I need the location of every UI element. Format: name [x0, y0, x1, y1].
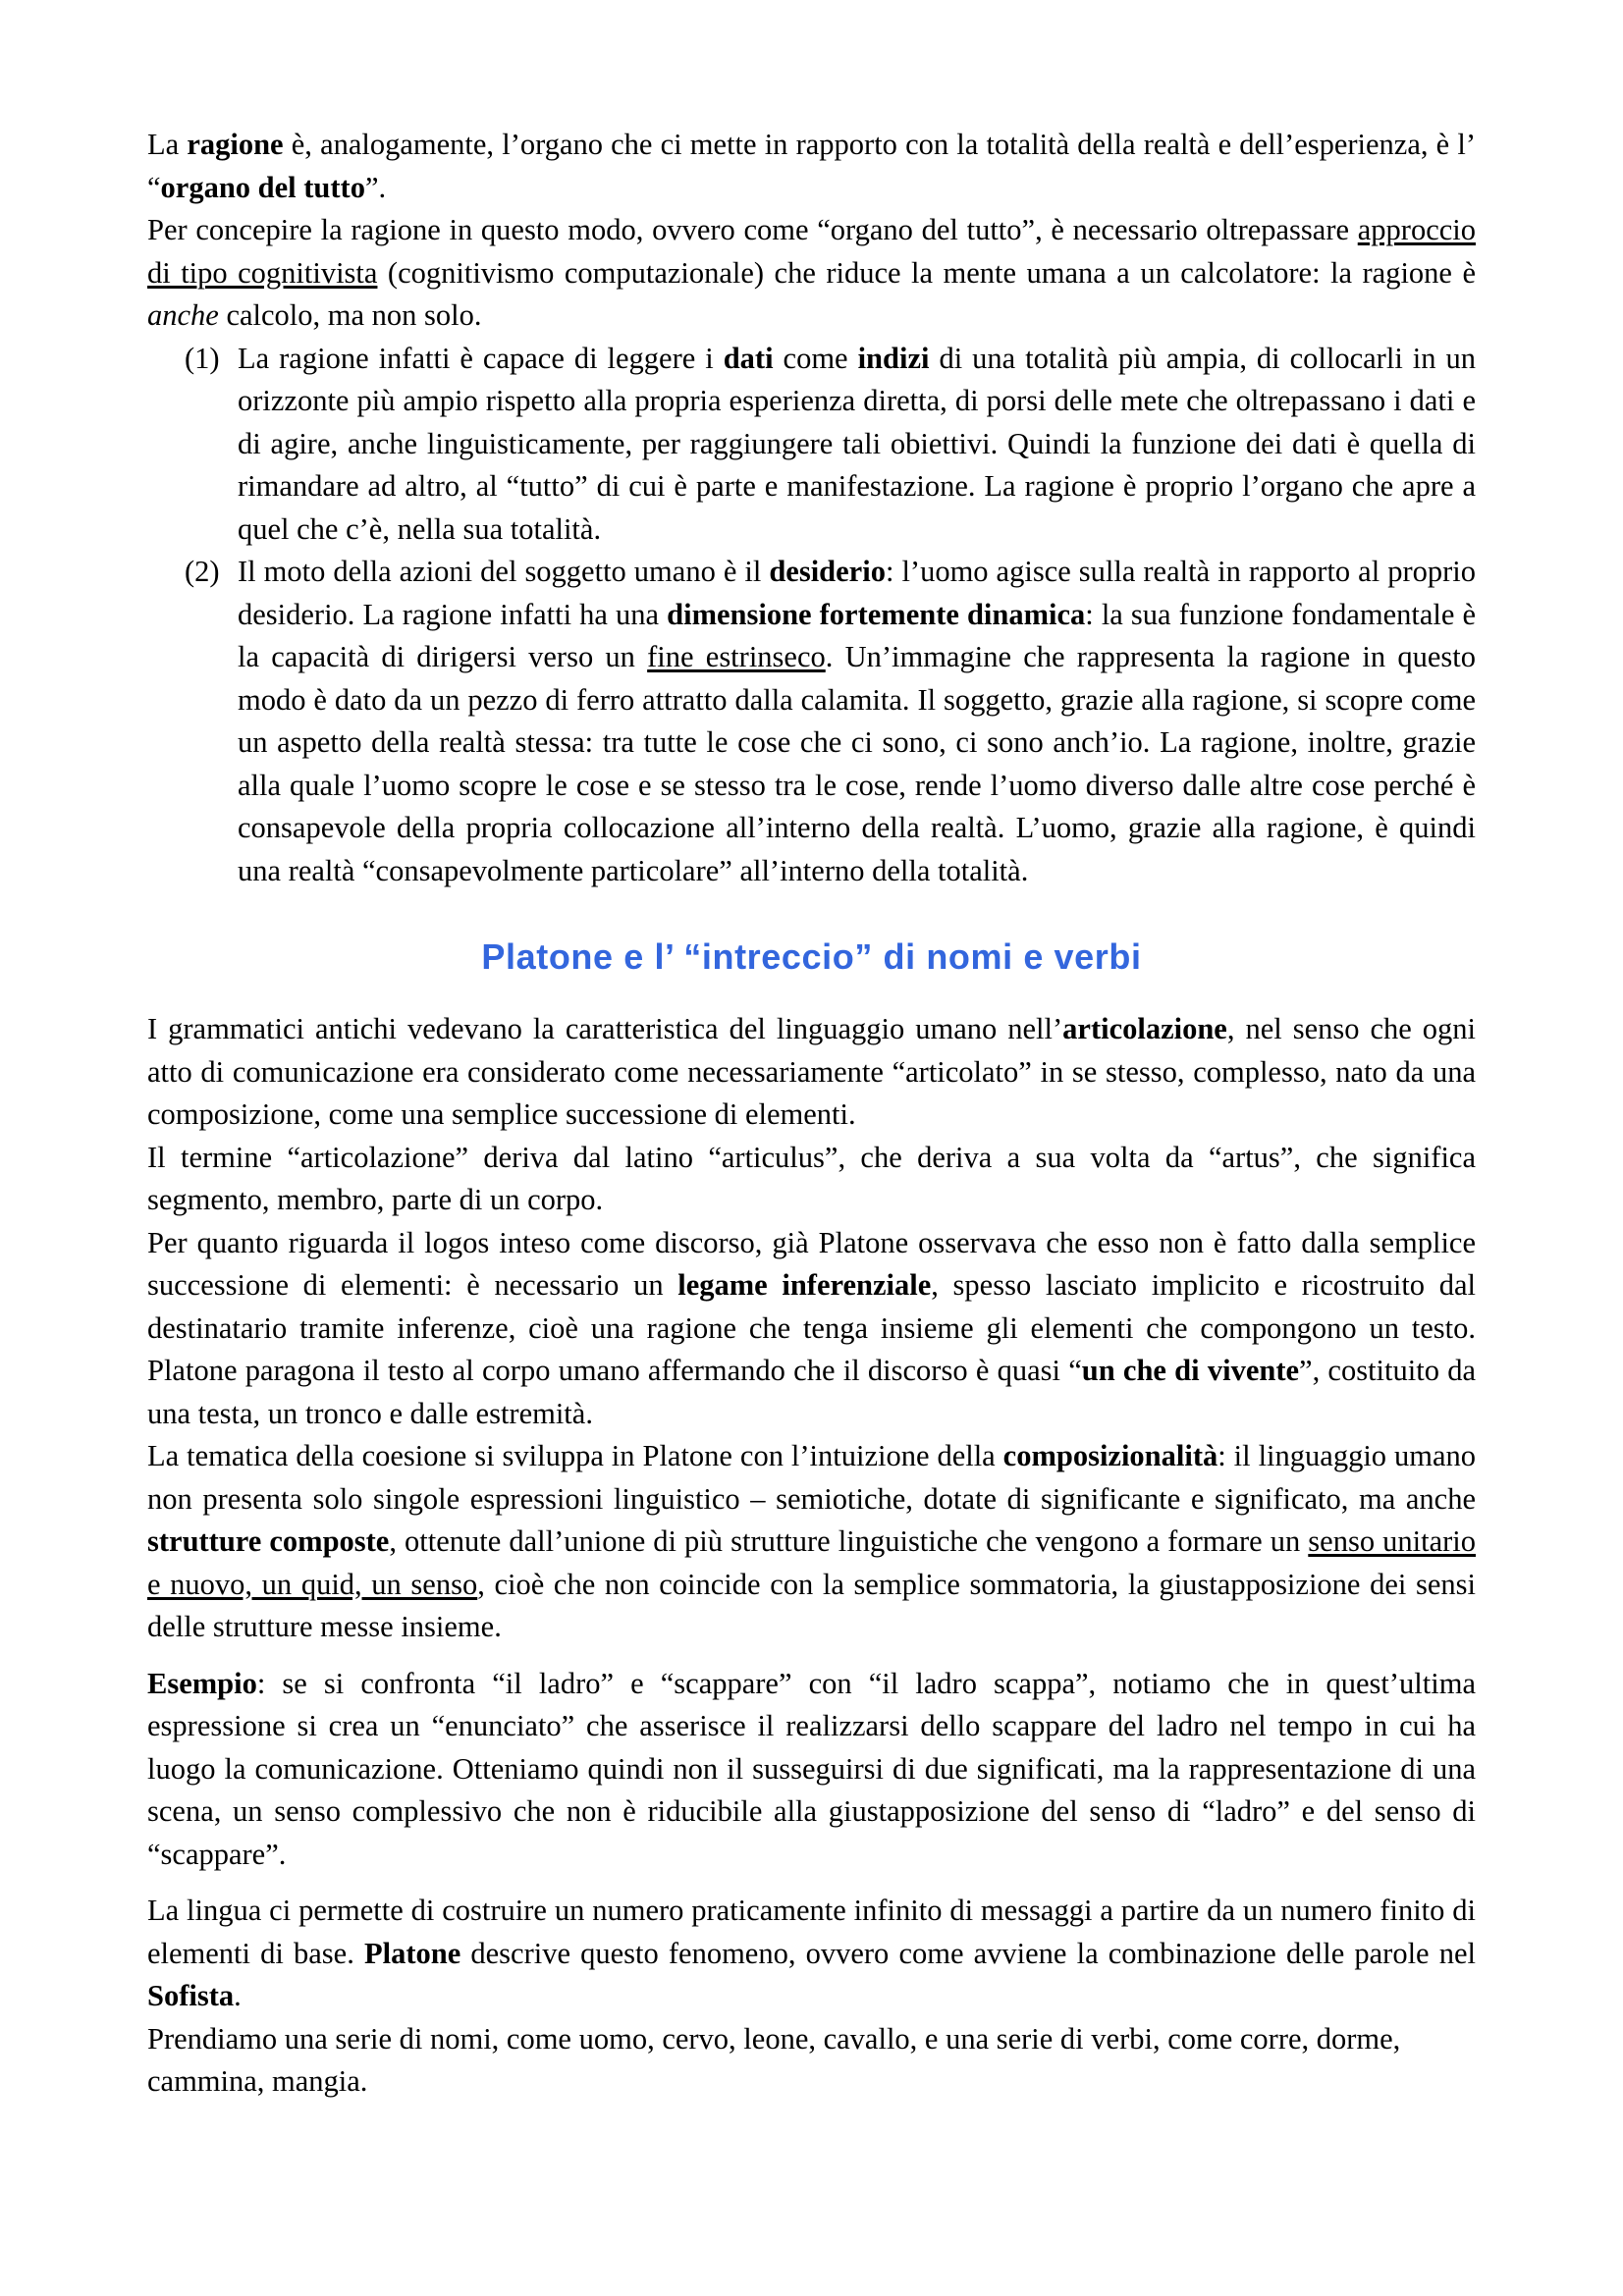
bold-dimensione-dinamica: dimensione fortemente dinamica [667, 597, 1086, 631]
bold-desiderio: desiderio [769, 555, 886, 588]
numbered-list [147, 338, 1476, 893]
bold-articolazione: articolazione [1062, 1012, 1227, 1045]
text-fragment: La ragione infatti è capace di leggere i [238, 341, 724, 375]
paragraph-esempio [147, 1663, 1476, 1877]
paragraph-termine-articolazione [147, 1137, 1476, 1222]
page-content [147, 124, 1476, 2104]
bold-platone: Platone [363, 1936, 461, 1970]
paragraph-lingua-messaggi [147, 1890, 1476, 2018]
spacer [147, 892, 1476, 935]
text-fragment: calcolo, ma non solo. [218, 298, 482, 332]
text-fragment: . Un’immagine che rappresenta la ragione in questo modo è dato da un pezzo di ferro attratto dalla calamita. Il soggetto, grazie alla ragione, si scopre come un aspetto della realtà stessa: tra tutte le cose che ci sono, ci sono anch’io. La ragione, inoltre, grazie alla quale l’uomo scopre le cose e se stesso tra le cose, rende l’uomo diverso dalle altre cose perché è consapevole della propria collocazione all’interno della realtà. L’uomo, grazie alla ragione, è quindi una realtà “consapevolmente particolare” all’interno della totalità. [238, 640, 1476, 887]
bold-indizi: indizi [857, 341, 930, 375]
paragraph-logos-discorso [147, 1222, 1476, 1436]
list-item [147, 551, 1476, 892]
list-item [147, 338, 1476, 552]
text-fragment: ”, costituito da una testa, un tronco e dalle estremità. [147, 1354, 1476, 1430]
spacer [147, 1876, 1476, 1890]
text-fragment: : la sua funzione fondamentale è la capacità di dirigersi verso un [238, 597, 1476, 673]
text-fragment: La [147, 128, 188, 161]
spacer [147, 1649, 1476, 1663]
text-fragment: , ottenute dall’unione di più strutture linguistiche che vengono a formare un [389, 1524, 1309, 1558]
underline-senso-unitario: senso unitario e nuovo, un quid, un senso [147, 1524, 1476, 1601]
bold-ragione: ragione [187, 128, 284, 161]
text-fragment: Il termine “articolazione” deriva dal latino “articulus”, che deriva a sua volta da “artus”, che significa segmento, membro, parte di un corpo. [147, 1140, 1476, 1216]
bold-dati: dati [723, 341, 774, 375]
text-fragment: : se si confronta “il ladro” e “scappare” con “il ladro scappa”, notiamo che in quest’ultima espressione si crea un “enunciato” che asserisce il realizzarsi dello scappare del ladro nel tempo in cui ha luogo la comunicazione. Otteniamo quindi non il susseguirsi di due significati, ma la rappresentazione di una scena, un senso complessivo che non è riducibile alla giustapposizione del senso di “ladro” e del senso di “scappare”. [147, 1666, 1476, 1871]
bold-composizionalita: composizionalità [1002, 1439, 1218, 1472]
spacer [147, 979, 1476, 1008]
text-fragment: Per quanto riguarda il logos inteso come discorso, già Platone osservava che esso non è fatto dalla semplice successione di elementi: è necessario un [147, 1225, 1476, 1302]
text-fragment: ”. [364, 170, 387, 204]
text-fragment: di una totalità più ampia, di collocarli in un orizzonte più ampio rispetto alla propria esperienza diretta, di porsi delle mete che oltrepassano i dati e di agire, anche linguisticamente, per raggiungere tali obiettivi. Quindi la funzione dei dati è quella di rimandare ad altro, al “tutto” di cui è parte e manifestazione. La ragione è proprio l’organo che apre a quel che c’è, nella sua totalità. [238, 341, 1476, 546]
bold-strutture-composte: strutture composte [147, 1524, 390, 1558]
text-fragment: I grammatici antichi vedevano la caratteristica del linguaggio umano nell’ [147, 1012, 1063, 1045]
text-fragment: La lingua ci permette di costruire un numero praticamente infinito di messaggi a partire da un numero finito di elementi di base. [147, 1894, 1476, 1970]
paragraph-ragione [147, 124, 1476, 209]
text-fragment: : l’uomo agisce sulla realtà in rapporto al proprio desiderio. La ragione infatti ha una [238, 555, 1476, 631]
bold-un-che-di-vivente: un che di vivente [1081, 1354, 1300, 1387]
text-fragment: , spesso lasciato implicito e ricostruito dal destinatario tramite inferenze, cioè una ragione che tenga insieme gli elementi che compongono un testo. Platone paragona il testo al corpo umano affermando che il discorso è quasi “ [147, 1268, 1476, 1387]
page-title: Platone e l’ “intreccio” di nomi e verbi [481, 936, 1142, 977]
text-fragment: Per concepire la ragione in questo modo, ovvero come “organo del tutto”, è necessario oltrepassare [147, 213, 1358, 246]
underline-fine-estrinseco: fine estrinseco [647, 640, 826, 673]
paragraph-serie-nomi-verbi [147, 2018, 1476, 2104]
text-fragment: , nel senso che ogni atto di comunicazione era considerato come necessariamente “articolato” in se stesso, complesso, nato da una composizione, come una semplice successione di elementi. [147, 1012, 1476, 1131]
list-item-marker: (2) [185, 555, 220, 588]
bold-esempio-label: Esempio [147, 1666, 257, 1700]
underline-approccio-cognitivista: approccio di tipo cognitivista [147, 213, 1476, 290]
text-fragment: Prendiamo una serie di nomi, come uomo, cervo, leone, cavallo, e una serie di verbi, come corre, dorme, cammina, mangia. [147, 2021, 1401, 2098]
bold-organo-del-tutto: organo del tutto [160, 170, 365, 204]
text-fragment: (cognitivismo computazionale) che riduce la mente umana a un calcolatore: la ragione è [377, 255, 1476, 290]
text-fragment: Il moto della azioni del soggetto umano è il [238, 555, 770, 588]
paragraph-grammatici-antichi [147, 1008, 1476, 1137]
text-fragment: , cioè che non coincide con la semplice sommatoria, la giustapposizione dei sensi delle strutture messe insieme. [147, 1567, 1476, 1643]
text-fragment: è, analogamente, l’organo che ci mette in rapporto con la totalità della realtà e dell’esperienza, è l’ “ [147, 128, 1476, 204]
list-item-marker: (1) [185, 341, 220, 375]
text-fragment: come [773, 341, 858, 375]
bold-legame-inferenziale: legame inferenziale [677, 1268, 932, 1302]
text-fragment: descrive questo fenomeno, ovvero come avviene la combinazione delle parole nel [460, 1936, 1476, 1970]
bold-sofista: Sofista [147, 1979, 235, 2012]
text-fragment: La tematica della coesione si sviluppa in Platone con l’intuizione della [147, 1439, 1003, 1472]
paragraph-concepire-ragione [147, 209, 1476, 338]
italic-anche: anche [147, 298, 219, 332]
paragraph-coesione-composizionalita [147, 1435, 1476, 1649]
text-fragment: . [234, 1979, 242, 2012]
text-fragment: : il linguaggio umano non presenta solo singole espressioni linguistico – semiotiche, dotate di significante e significato, ma anche [147, 1439, 1476, 1516]
